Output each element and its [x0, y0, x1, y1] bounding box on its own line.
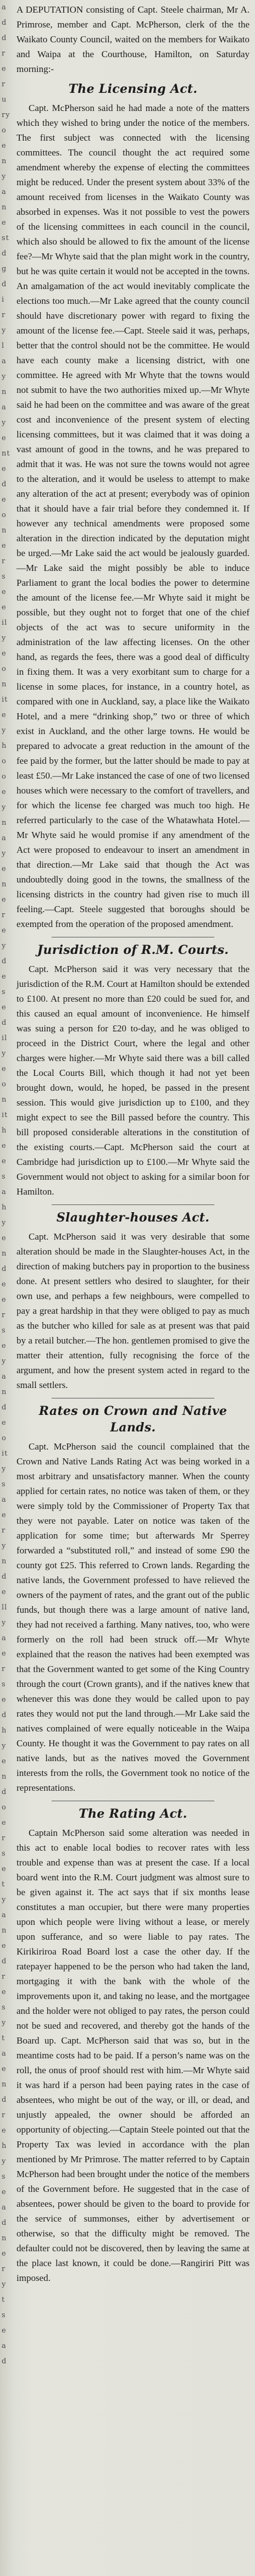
gutter-fragment: e	[2, 1819, 7, 1827]
gutter-fragment: e	[2, 65, 7, 73]
gutter-fragment: o	[2, 511, 7, 519]
gutter-fragment: e	[2, 896, 7, 904]
section-paragraph: Capt. McPherson said it was very necessary that the jurisdiction of the R.M. Court at Hamilton should be extended to £100. At present no more than £20 could be sued for, and this caused an equal amount of inconvenience. He himself was suing a person for £20 to-day, and he was obliged to proceed in the District Court, where the legal and other charges were higher.—Mr Whyte said there was a bill called the Local Courts Bill, which though it had not yet been brought down, would, he hoped, be passed in the present session. This would give jurisdiction up to £100, and they might expect to see the Bill passed before the country. This bill proposed considerable alterations in the constitution of the existing courts.—Capt. McPherson said the court at Cambridge had jurisdiction up to £100.—Mr Whyte said the Government would not object to asking for a similar boon for Hamilton.	[16, 964, 250, 1197]
gutter-fragment: e	[2, 1157, 7, 1165]
gutter-fragment: o	[2, 1803, 7, 1812]
gutter-fragment: n	[2, 880, 7, 889]
gutter-fragment: o	[2, 665, 7, 673]
gutter-fragment: d	[2, 1265, 7, 1273]
gutter-fragment: e	[2, 1865, 7, 1873]
gutter-fragment: e	[2, 1342, 7, 1350]
gutter-fragment: y	[2, 634, 7, 642]
gutter-fragment: d	[2, 1788, 7, 1796]
gutter-fragment: n	[2, 1096, 7, 1104]
gutter-fragment: y	[2, 726, 7, 735]
gutter-fragment: d	[2, 480, 7, 488]
gutter-fragment: d	[2, 1573, 7, 1581]
gutter-fragment: a	[2, 2342, 7, 2350]
section-heading: The Rating Act.	[79, 1807, 187, 1821]
gutter-fragment: e	[2, 542, 7, 550]
gutter-fragment: n	[2, 1773, 7, 1781]
gutter-fragment: e	[2, 434, 7, 442]
section-paragraph: Capt. McPherson said it was very desirable that some alteration should be made in the Slaughter-houses Act, in the direction of making butchers pay in proportion to the business done. At present settlers who desired to slaughter, for their own use, and perhaps a few neighbours, were compelled to pay a great hardship in that they were obliged to pay as much as the butcher who killed for sale as at present was that paid by a retail butcher.—The hon. gentlemen promised to give the matter their attention, fully recognising the force of the argument, and how the present system acted in regard to the small settlers.	[16, 1231, 250, 1390]
gutter-fragment: ry	[2, 111, 10, 119]
gutter-fragment: e	[2, 1511, 7, 1519]
gutter-fragment: a	[2, 1911, 7, 1919]
gutter-fragment: y	[2, 419, 7, 427]
section-slaughter-houses	[16, 1209, 250, 1392]
gutter-fragment: e	[2, 219, 7, 227]
gutter-fragment: a	[2, 1373, 7, 1381]
gutter-fragment: e	[2, 1588, 7, 1596]
gutter-fragment: e	[2, 2127, 7, 2135]
section-divider	[52, 1204, 215, 1205]
gutter-fragment: d	[2, 249, 7, 258]
gutter-fragment: y	[2, 2019, 7, 2027]
gutter-fragment: r	[2, 311, 6, 319]
gutter-fragment: a	[2, 2050, 7, 2058]
gutter-fragment: e	[2, 1280, 7, 1289]
gutter-fragment: i	[2, 296, 5, 304]
gutter-fragment: it	[2, 1450, 8, 1458]
intro-text: A DEPUTATION consisting of Capt. Steele chairman, Mr A. Primrose, member and Capt. McPherson, clerk of the the Waikato County Council, waited on the members for Waikato and Waipa at the Courthouse, Hamilton, on Saturday morning:-	[16, 4, 250, 74]
gutter-fragment: o	[2, 126, 7, 135]
gutter-fragment: h	[2, 1203, 7, 1212]
gutter-fragment: y	[2, 1742, 7, 1750]
intro-paragraph	[16, 2, 250, 76]
gutter-fragment: ll	[2, 1603, 8, 1612]
gutter-fragment: n	[2, 1388, 7, 1396]
gutter-fragment: r	[2, 2111, 6, 2119]
gutter-fragment: y	[2, 1896, 7, 1904]
gutter-fragment: r	[2, 557, 6, 565]
gutter-fragment: n	[2, 819, 7, 827]
section-heading: Rates on Crown and Native Lands.	[38, 1404, 228, 1435]
gutter-fragment: d	[2, 2219, 7, 2227]
gutter-fragment: h	[2, 2142, 7, 2150]
gutter-fragment: d	[2, 1957, 7, 1966]
section-rating-act	[16, 1806, 250, 2285]
gutter-fragment: s	[2, 1326, 6, 1335]
gutter-fragment: y	[2, 1050, 7, 1058]
gutter-fragment: e	[2, 142, 7, 150]
gutter-fragment: l	[2, 342, 5, 350]
gutter-fragment: h	[2, 1726, 7, 1735]
gutter-fragment: e	[2, 2188, 7, 2196]
gutter-fragment: e	[2, 2065, 7, 2073]
gutter-fragment: e	[2, 1988, 7, 1996]
gutter-fragment: e	[2, 1757, 7, 1766]
gutter-fragment: il	[2, 1034, 8, 1042]
gutter-fragment: n	[2, 388, 7, 396]
gutter-fragment: y	[2, 1357, 7, 1365]
gutter-fragment: n	[2, 526, 7, 535]
gutter-fragment: y	[2, 2280, 7, 2289]
gutter-fragment: e	[2, 1065, 7, 1073]
gutter-fragment: r	[2, 1665, 6, 1673]
gutter-fragment: y	[2, 1219, 7, 1227]
gutter-fragment: e	[2, 1142, 7, 1150]
section-heading: Slaughter-houses Act.	[56, 1211, 210, 1225]
gutter-fragment: e	[2, 1650, 7, 1658]
gutter-fragment: d	[2, 2096, 7, 2104]
gutter-fragment: s	[2, 1480, 6, 1489]
gutter-fragment: it	[2, 696, 8, 704]
gutter-fragment: r	[2, 1973, 6, 1981]
gutter-fragment: e	[2, 496, 7, 504]
gutter-fragment: e	[2, 1234, 7, 1242]
gutter-fragment: n	[2, 1557, 7, 1565]
gutter-fragment: y	[2, 1465, 7, 1473]
gutter-fragment: r	[2, 49, 6, 58]
section-heading: Jurisdiction of R.M. Courts.	[37, 943, 229, 957]
gutter-fragment: d	[2, 1403, 7, 1412]
section-paragraph: Capt. McPherson said the council complained that the Crown and Native Lands Rating Act was being worked in a most arbitrary and unsatisfactory manner. When the county applied for certain rates, no notice was taken of them, or they were simply told by the Commissioner of Property Tax that they were not payable. Later on notice was taken of the application for some time; but afterwards Mr Sperrey forwarded a “substituted roll,” and instead of some £90 the county got £25. This referred to Crown lands. Regarding the native lands, the Government professed to have relieved the owners of the payment of rates, and the grant out of the public funds, but though there was a large amount of native land, they had not received a farthing. Many natives, too, who were formerly on the roll had been struck off.—Mr Whyte explained that the reason the natives had been exempted was that the Government wanted to get some of the King Country through the court (Crown grants), and if the natives knew that whenever this was done they would be called upon to pay rates they would not put the land through.—Mr Lake said the natives complained of were equally noticeable in the Waipa County. He thought it was the Government to pay rates on all native lands, but as the natives moved the Government interests from the rolls, the Government took no notice of the representations.	[16, 1441, 250, 1793]
gutter-fragment: y	[2, 942, 7, 950]
gutter-fragment: e	[2, 1003, 7, 1012]
gutter-fragment: e	[2, 1419, 7, 1427]
gutter-fragment: r	[2, 911, 6, 919]
gutter-fragment: o	[2, 773, 7, 781]
gutter-fragment: a	[2, 1188, 7, 1196]
gutter-fragment: e	[2, 973, 7, 981]
section-rates-crown-native	[16, 1403, 250, 1795]
gutter-fragment: s	[2, 988, 6, 996]
gutter-fragment: g	[2, 265, 7, 273]
gutter-fragment: o	[2, 757, 7, 765]
gutter-fragment: a	[2, 1496, 7, 1504]
gutter-fragment: d	[2, 1019, 7, 1027]
gutter-fragment: u	[2, 96, 7, 104]
gutter-fragment: e	[2, 1696, 7, 1704]
gutter-fragment: e	[2, 788, 7, 796]
gutter-fragment: d	[2, 2357, 7, 2366]
gutter-fragment: n	[2, 157, 7, 165]
gutter-fragment: o	[2, 1080, 7, 1089]
gutter-fragment: a	[2, 403, 7, 412]
gutter-fragment: d	[2, 19, 7, 27]
gutter-fragment: h	[2, 742, 7, 750]
gutter-fragment: y	[2, 803, 7, 812]
gutter-fragment: a	[2, 834, 7, 842]
gutter-fragment: n	[2, 1250, 7, 1258]
gutter-fragment: a	[2, 2203, 7, 2212]
gutter-fragment: y	[2, 1542, 7, 1550]
gutter-fragment: y	[2, 173, 7, 181]
gutter-fragment: nt	[2, 449, 10, 458]
gutter-fragment: st	[2, 234, 9, 242]
gutter-fragment: d	[2, 957, 7, 965]
gutter-fragment: r	[2, 2265, 6, 2273]
gutter-fragment: a	[2, 1634, 7, 1642]
gutter-fragment: s	[2, 1173, 6, 1181]
gutter-fragment: n	[2, 680, 7, 689]
gutter-fragment: d	[2, 1711, 7, 1719]
gutter-fragment: a	[2, 357, 7, 365]
gutter-fragment: e	[2, 603, 7, 612]
gutter-fragment: e	[2, 2250, 7, 2258]
gutter-fragment: e	[2, 865, 7, 873]
section-paragraph: Captain McPherson said some alteration was needed in this act to enable local bodies to recover rates with less trouble and expense than was at present the case. If a local board went into the R.M. Court judgment was almost sure to be given against it. The act says that if six months lease constitutes a man occupier, but there were many properties upon which people were living without a lease, or merely upon sufferance, and so were liable to pay rates. The Kirikiriroa Road Board lost a case the other day. If the ratepayer happened to be the person who had taken the land, mortgaging it with the bank with the whole of the improvements upon it, and taking no lease, and the mortgagee and the holder were not obliged to pay rates, the person could not be sued and recovered, and thereby got the hands of the Board up. Capt. McPherson said that was so, but in the meantime costs had to be paid. If a person’s name was on the roll, the onus of proof should rest with him.—Mr Whyte said it was hard if a person had been paying rates in the case of absentees, who might be out of the way, or ill, or dead, and unjustly appealed, the owner should be afforded an opportunity of objecting.—Captain Steele pointed out that the Property Tax was levied in accordance with the plan mentioned by Mr Primrose. The matter referred to by Captain McPherson had been brought under the notice of the members of the Government before. He suggested that in the case of absentees, power should be given to the board to provide for the service of summonses, either by advertisement or otherwise, so that the difficulty might be removed. The defaulter could not be discovered, then by leaving the same at the place last known, it could be done.—Rangiriri Pitt was imposed.	[16, 1828, 250, 2283]
gutter-fragment: r	[2, 80, 6, 88]
gutter-fragment: y	[2, 2157, 7, 2166]
gutter-fragment: e	[2, 649, 7, 658]
gutter-fragment: y	[2, 850, 7, 858]
section-jurisdiction	[16, 942, 250, 1199]
gutter-fragment: e	[2, 926, 7, 935]
gutter-fragment: it	[2, 1111, 8, 1119]
gutter-fragment: r	[2, 1834, 6, 1842]
gutter-fragment: a	[2, 188, 7, 196]
gutter-fragment: r	[2, 1526, 6, 1535]
gutter-fragment: s	[2, 573, 6, 581]
gutter-fragment: s	[2, 2311, 6, 2319]
gutter-fragment: h	[2, 1126, 7, 1135]
gutter-fragment: e	[2, 2327, 7, 2335]
gutter-fragment: n	[2, 2080, 7, 2089]
gutter-fragment: il	[2, 619, 8, 627]
gutter-fragment: s	[2, 1850, 6, 1858]
gutter-fragment: e	[2, 1942, 7, 1950]
gutter-fragment: n	[2, 2234, 7, 2242]
gutter-fragment: e	[2, 1296, 7, 1304]
section-licensing-act	[16, 81, 250, 931]
gutter-fragment: s	[2, 2003, 6, 2012]
gutter-fragment: a	[2, 3, 7, 12]
gutter-fragment: s	[2, 2173, 6, 2181]
section-paragraph: Capt. McPherson said he had made a note of the matters which they wished to bring under the notice of the members. The first subject was connected with the licensing committees. The council thought the act required some amendment whereby the expense of electing the committees might be reduced. Under the present system about 33% of the amount received from licenses in the Waikato County was absorbed in expenses. Was it not possible to vest the powers of the licensing committees in each council in the council, which also should be allowed to fix the amount of the license fee?—Mr Whyte said that the plan might work in the country, but he was quite certain it would not be accepted in the towns. An amalgamation of the act would inevitably complicate the elections too much.—Mr Lake agreed that the county council should have discretionary power with regard to fixing the amount of the license fee.—Capt. Steele said it was, perhaps, better that the control should not be the committee. He would have each county make a licensing district, with one committee. He agreed with Mr Whyte that the towns would not submit to have the two authorities mixed up.—Mr Whyte said he had been on the committee and was aware of the great cost and inconvenience of the present system of electing licensing committees, but it was claimed that it was doing a vast amount of good in the towns, and he was prepared to admit that it was. He was not sure the towns would not agree to the alteration, and it would be useless to attempt to make any alteration of the act at present; everybody was of opinion that it should have a fair trial before they condemned it. If however any technical amendments were proposed some alteration in the direction indicated by the deputation might be urged.—Mr Lake said the act would be jealously guarded.—Mr Lake said the might possibly be able to induce Parliament to grant the local bodies the power to determine the amount of the license fee.—Mr Whyte said it might be possible, but they ought not to forget that one of the chief objects of the act was to secure uniformity in the administration of the law affecting licenses. On the other hand, as regards the fees, there was a good deal of difficulty in fixing them. It was a very exorbitant sum to charge for a license in some places, for instance, in a country hotel, as compared with one in Auckland, say, a place like the Waikato Hotel, and a mere “drinking shop,” two or three of which exist in Auckland, and the other large towns. He would be prepared to advocate a great reduction in the amount of the fee paid by the former, but the latter should be made to pay at least £50.—Mr Lake instanced the case of one of two licensed houses which were necessary to the comfort of travellers, and for which the license fee charged was much too high. He referred particularly to the case of the Whatawhata Hotel.—Mr Whyte said he would promise if any amendment of the Act were proposed to endeavour to insert an amendment in that direction.—Mr Lake said that though the Act was undoubtedly doing good in the towns, the smallness of the licensing districts in the country had given rise to much ill feeling.—Capt. Steele suggested that boroughs should be exempted from the operation of the proposed amendment.	[16, 103, 250, 929]
gutter-fragment: e	[2, 588, 7, 596]
gutter-fragment: n	[2, 203, 7, 212]
gutter-fragment: y	[2, 326, 7, 335]
gutter-fragment: o	[2, 1434, 7, 1442]
gutter-fragment: t	[2, 2034, 5, 2042]
gutter-fragment: t	[2, 2296, 5, 2304]
gutter-fragment: e	[2, 711, 7, 719]
gutter-fragment: t	[2, 1880, 5, 1889]
gutter-fragment: y	[2, 373, 7, 381]
gutter-fragment: d	[2, 280, 7, 288]
gutter-fragment: e	[2, 465, 7, 473]
gutter-fragment: s	[2, 1680, 6, 1689]
gutter-fragment: r	[2, 1311, 6, 1319]
left-margin-fragments	[0, 0, 11, 2576]
section-heading: The Licensing Act.	[68, 82, 198, 96]
gutter-fragment: d	[2, 34, 7, 42]
gutter-fragment: y	[2, 1619, 7, 1627]
gutter-fragment: n	[2, 1927, 7, 1935]
